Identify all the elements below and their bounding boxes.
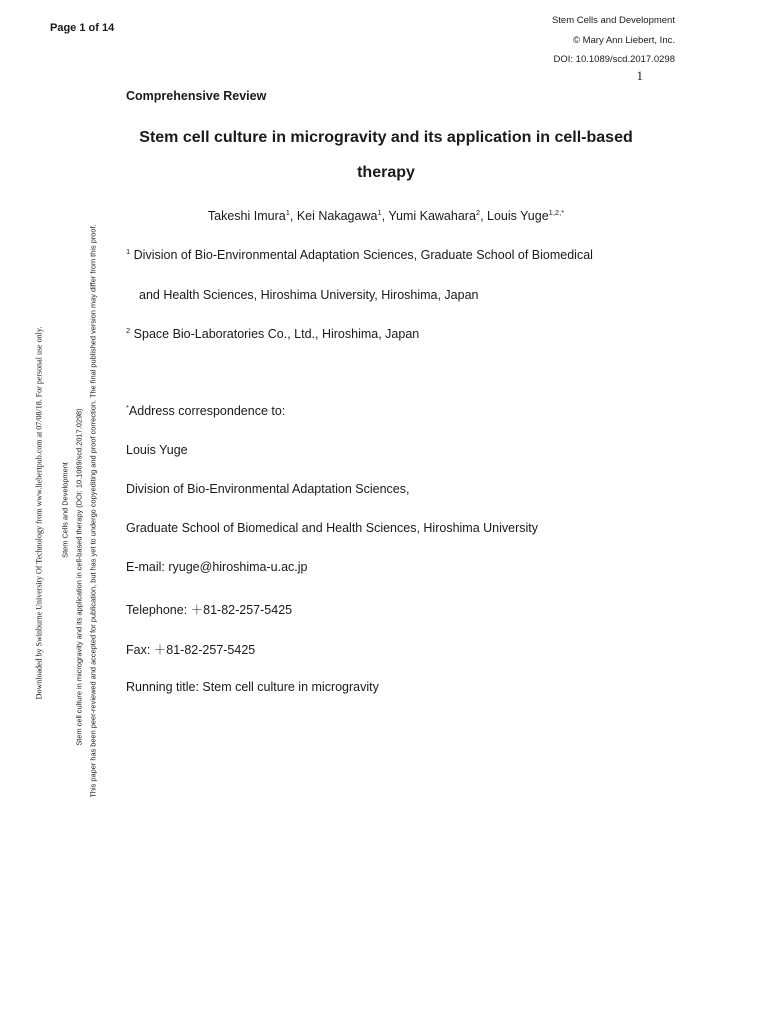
download-notice: Downloaded by Swinburne University Of Technology from www.liebertpub.com at 07/08/18. For personal use only.: [34, 326, 44, 700]
affiliation-1-continued: and Health Sciences, Hiroshima University, Hiroshima, Japan: [139, 288, 479, 302]
sidebar-journal: Stem Cells and Development: [60, 462, 70, 558]
author-separator: ,: [480, 209, 488, 223]
affiliation-text: Space Bio-Laboratories Co., Ltd., Hiroshima, Japan: [133, 327, 420, 341]
page-label: Page 1 of 14: [50, 22, 115, 34]
correspondence-email: E-mail: ryuge@hiroshima-u.ac.jp: [126, 560, 308, 574]
author-name: Takeshi Imura: [207, 209, 286, 223]
correspondence-mark: *: [126, 402, 129, 412]
author-affiliation-mark: 1: [377, 207, 382, 217]
author-affiliation-mark: 1: [285, 207, 290, 217]
correspondence-telephone: Telephone: ＋81-82-257-5425: [126, 603, 293, 617]
author-name: Louis Yuge: [487, 209, 549, 223]
affiliation-text: Division of Bio-Environmental Adaptation Sciences, Graduate School of Biomedical: [133, 248, 593, 262]
correspondence-school: Graduate School of Biomedical and Health Sciences, Hiroshima University: [126, 521, 538, 535]
correspondence-division: Division of Bio-Environmental Adaptation Sciences,: [126, 482, 410, 496]
running-title: Running title: Stem cell culture in microgravity: [126, 680, 379, 694]
affiliation-mark: 2: [126, 325, 131, 335]
author-separator: ,: [381, 209, 389, 223]
affiliation-2: [126, 327, 419, 341]
doi-header: DOI: 10.1089/scd.2017.0298: [553, 54, 675, 65]
author-separator: ,: [289, 209, 297, 223]
author-name: Yumi Kawahara: [388, 209, 476, 223]
sidebar-article-line: Stem cell culture in microgravity and its application in cell-based therapy (DOI: 10.1089/scd.2017.0298): [74, 408, 84, 746]
publisher-header: © Mary Ann Liebert, Inc.: [572, 35, 675, 46]
title-line-2: therapy: [357, 164, 415, 181]
section-label: Comprehensive Review: [126, 89, 267, 103]
author-affiliation-mark: 1,2,*: [548, 207, 565, 217]
correspondence-label: [126, 404, 285, 418]
affiliation-mark: 1: [126, 246, 131, 256]
correspondence-name: Louis Yuge: [126, 443, 188, 457]
author-affiliation-mark: 2: [475, 207, 481, 217]
page-number: 1: [636, 68, 643, 83]
journal-header: Stem Cells and Development: [551, 15, 675, 26]
correspondence-text: Address correspondence to:: [128, 404, 286, 418]
affiliation-1: [126, 248, 593, 262]
correspondence-fax: Fax: ＋81-82-257-5425: [126, 643, 256, 657]
title-line-1: Stem cell culture in microgravity and its application in cell-based: [139, 129, 633, 146]
author-name: Kei Nakagawa: [296, 209, 378, 223]
author-list: [126, 209, 646, 223]
sidebar-review-notice: This paper has been peer-reviewed and accepted for publication, but has yet to undergo copyediting and proof correction. The final published version may differ from this proof.: [88, 224, 98, 798]
